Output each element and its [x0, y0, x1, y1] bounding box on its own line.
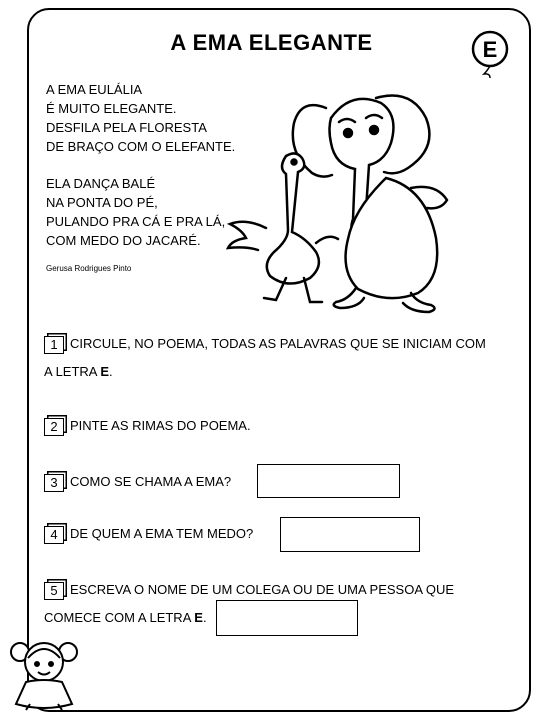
question-number: 4	[44, 526, 64, 544]
question-text-cont: COMECE COM A LETRA	[44, 610, 195, 625]
question-text: CIRCULE, NO POEMA, TODAS AS PALAVRAS QUE SE INICIAM COM	[70, 336, 486, 351]
question-1	[44, 330, 486, 386]
elephant-and-rhea-illustration	[226, 78, 476, 318]
answer-box-3[interactable]	[257, 464, 400, 498]
girl-character-icon	[8, 636, 80, 712]
question-number: 5	[44, 582, 64, 600]
question-number: 2	[44, 418, 64, 436]
question-text: PINTE AS RIMAS DO POEMA.	[70, 418, 251, 433]
question-text: DE QUEM A EMA TEM MEDO?	[70, 526, 254, 541]
poem-line: DE BRAÇO COM O ELEFANTE.	[46, 139, 236, 154]
question-number: 3	[44, 474, 64, 492]
letter-e-bold: E	[100, 364, 110, 379]
poem-line: É MUITO ELEGANTE.	[46, 101, 177, 116]
answer-box-5[interactable]	[216, 600, 358, 636]
question-4	[44, 520, 253, 548]
poem	[46, 80, 235, 250]
letter-balloon-icon	[470, 30, 510, 82]
poem-line: A EMA EULÁLIA	[46, 82, 143, 97]
period: .	[109, 364, 113, 379]
answer-box-4[interactable]	[280, 517, 420, 552]
poem-line: NA PONTA DO PÉ,	[46, 195, 158, 210]
question-2	[44, 412, 251, 440]
poem-line: PULANDO PRA CÁ E PRA LÁ,	[46, 214, 226, 229]
question-number: 1	[44, 336, 64, 354]
page-title: A EMA ELEGANTE	[170, 30, 373, 55]
poem-line: DESFILA PELA FLORESTA	[46, 120, 207, 135]
question-3	[44, 468, 231, 496]
period: .	[202, 610, 207, 625]
letter-e-bold: E	[194, 610, 203, 625]
poem-line: COM MEDO DO JACARÉ.	[46, 233, 201, 248]
balloon-letter: E	[482, 37, 498, 62]
poem-stanza-2	[46, 174, 235, 250]
question-text: ESCREVA O NOME DE UM COLEGA OU DE UMA PESSOA QUE	[70, 582, 455, 597]
question-text: COMO SE CHAMA A EMA?	[70, 474, 232, 489]
poem-stanza-1	[46, 80, 235, 156]
question-text-cont: A LETRA	[44, 364, 101, 379]
poem-line: ELA DANÇA BALÉ	[46, 176, 156, 191]
poem-author: Gerusa Rodrigues Pinto	[46, 264, 132, 273]
